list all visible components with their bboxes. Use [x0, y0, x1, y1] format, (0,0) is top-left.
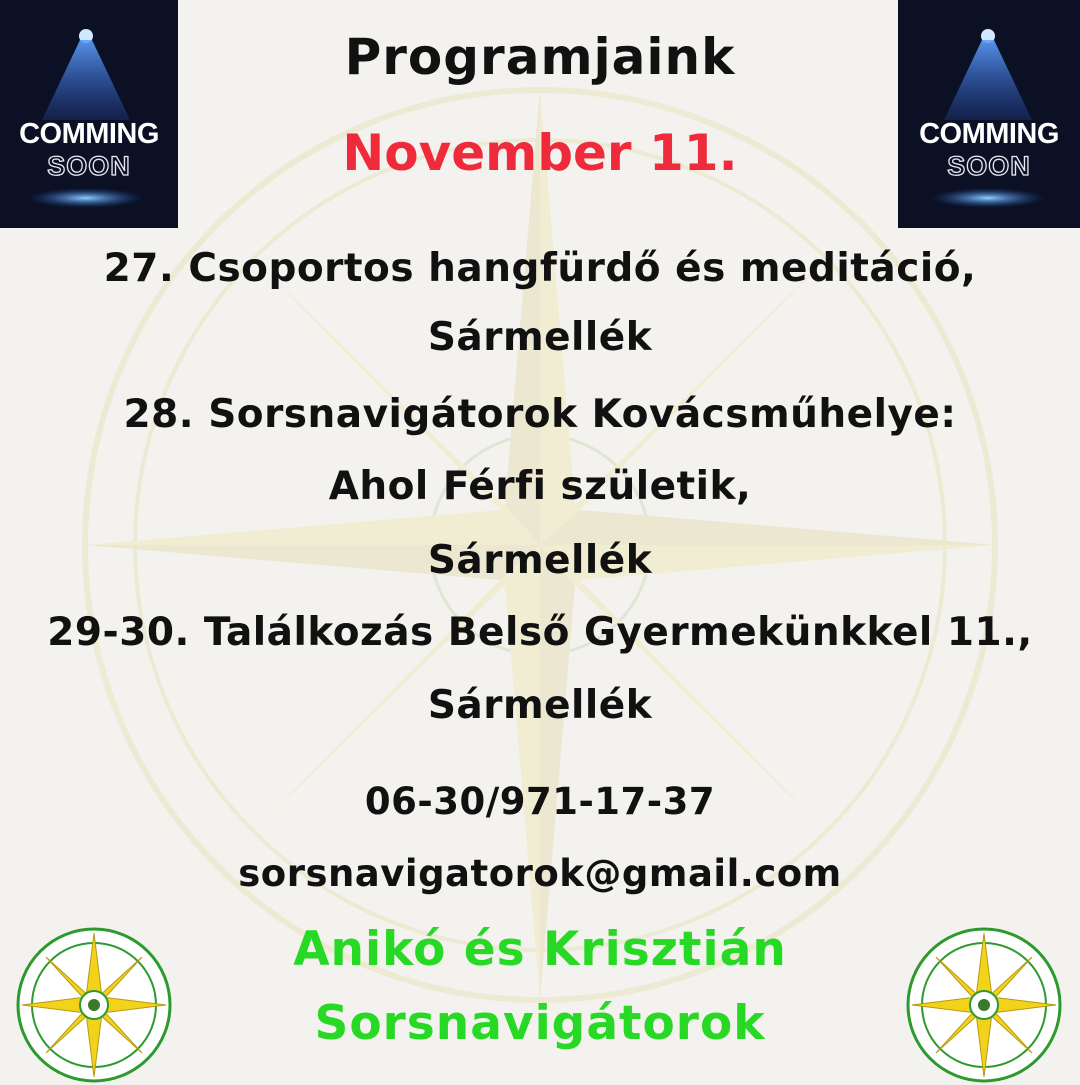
event-line: 27. Csoportos hangfürdő és meditáció,: [103, 246, 977, 291]
event-line: 28. Sorsnavigátorok Kovácsműhelye:: [123, 392, 957, 437]
signature-names: Anikó és Krisztián: [293, 922, 787, 977]
promo-line-coming: COMMING: [19, 118, 159, 150]
promo-line-soon: SOON: [47, 151, 131, 181]
promo-line-coming: COMMING: [919, 118, 1059, 150]
event-line: Sármellék: [427, 683, 653, 728]
month-heading: November 11.: [342, 124, 738, 182]
event-line: Sármellék: [427, 315, 653, 360]
event-line: Sármellék: [427, 538, 653, 583]
promo-line-soon: SOON: [947, 151, 1031, 181]
page-title: Programjaink: [344, 28, 736, 86]
contact-email: sorsnavigatorok@gmail.com: [238, 852, 842, 895]
contact-phone: 06-30/971-17-37: [364, 780, 716, 823]
event-line: 29-30. Találkozás Belső Gyermekünkkel 11.,: [47, 610, 1033, 655]
signature-brand: Sorsnavigátorok: [314, 996, 766, 1051]
event-line: Ahol Férfi születik,: [328, 464, 752, 509]
